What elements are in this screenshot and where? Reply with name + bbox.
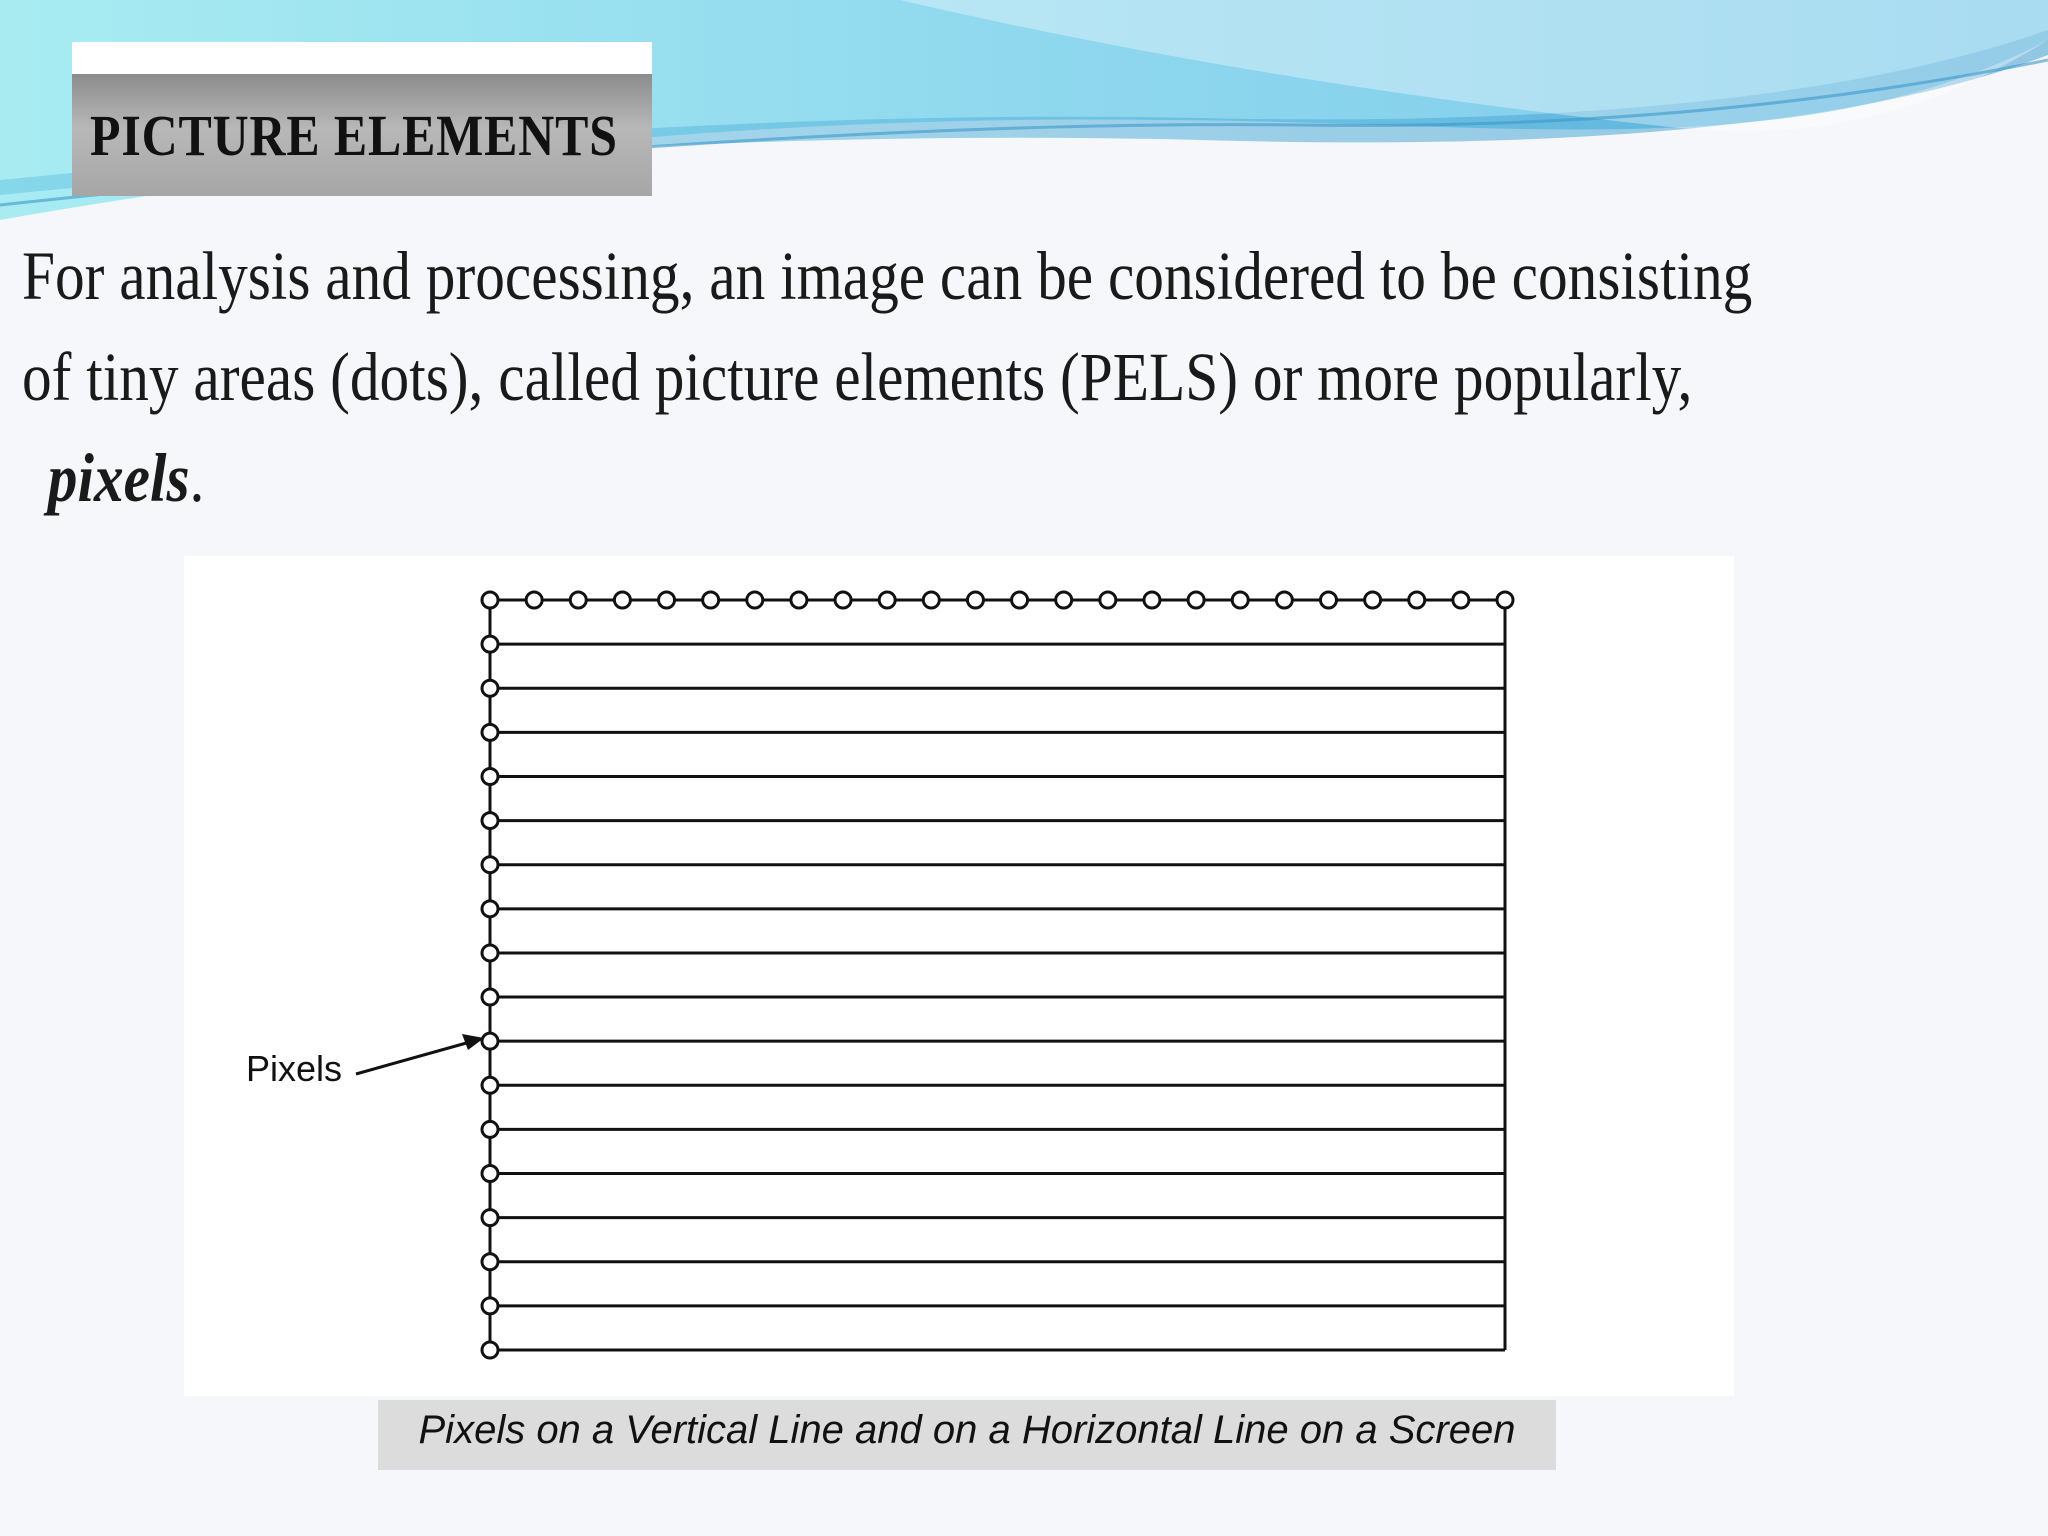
body-line-1: For analysis and processing, an image can be considered to be consisting <box>22 238 1753 314</box>
pixel-dot-horizontal <box>703 592 719 608</box>
pixel-dot-vertical <box>482 813 498 829</box>
pixel-dot-horizontal <box>879 592 895 608</box>
figure-caption: Pixels on a Vertical Line and on a Horizontal Line on a Screen <box>418 1408 1516 1452</box>
pixel-dot-horizontal <box>1056 592 1072 608</box>
pixel-dot-vertical <box>482 1254 498 1270</box>
pixel-dot-vertical <box>482 680 498 696</box>
pixel-dot-vertical <box>482 857 498 873</box>
pixel-dot-vertical <box>482 901 498 917</box>
pixel-dot-horizontal <box>747 592 763 608</box>
pixel-dot-vertical <box>482 636 498 652</box>
pixel-layer <box>482 592 1513 1358</box>
pixel-dot-vertical <box>482 724 498 740</box>
pixel-dot-horizontal <box>1100 592 1116 608</box>
pixel-dot-horizontal <box>1497 592 1513 608</box>
pixel-dot-horizontal <box>570 592 586 608</box>
pixel-dot-horizontal <box>1232 592 1248 608</box>
pixel-pointer-arrow <box>356 1042 470 1074</box>
pixel-dot-vertical <box>482 1121 498 1137</box>
pixel-dot-vertical <box>482 945 498 961</box>
pixel-dot-horizontal <box>967 592 983 608</box>
pixel-dot-vertical <box>482 1298 498 1314</box>
arrow-layer <box>356 1034 484 1074</box>
pixel-dot-horizontal <box>526 592 542 608</box>
pixel-dot-horizontal <box>1276 592 1292 608</box>
pixel-dot-horizontal <box>1144 592 1160 608</box>
pixel-dot-vertical <box>482 1342 498 1358</box>
pixel-dot-vertical <box>482 1166 498 1182</box>
pixel-dot-horizontal <box>1409 592 1425 608</box>
body-line-3-punct: . <box>189 440 205 516</box>
pixel-dot-vertical <box>482 1210 498 1226</box>
pixel-dot-horizontal <box>1012 592 1028 608</box>
slide-title: PICTURE ELEMENTS <box>90 103 618 168</box>
pixel-dot-horizontal <box>659 592 675 608</box>
pixels-term: pixels <box>47 440 190 516</box>
pixel-dot-horizontal <box>482 592 498 608</box>
grid-layer <box>490 600 1505 1350</box>
pixel-dot-horizontal <box>835 592 851 608</box>
pixel-dot-horizontal <box>791 592 807 608</box>
pixel-dot-vertical <box>482 768 498 784</box>
pixel-dot-vertical <box>482 989 498 1005</box>
body-line-2: of tiny areas (dots), called picture elements (PELS) or more popularly, <box>22 339 1693 415</box>
pixel-dot-vertical <box>482 1033 498 1049</box>
pixel-dot-horizontal <box>1320 592 1336 608</box>
pixel-dot-vertical <box>482 1077 498 1093</box>
pixel-dot-horizontal <box>923 592 939 608</box>
pixel-dot-horizontal <box>1453 592 1469 608</box>
pixel-dot-horizontal <box>1188 592 1204 608</box>
pixel-dot-horizontal <box>1365 592 1381 608</box>
pixel-dot-horizontal <box>614 592 630 608</box>
pixels-label: Pixels <box>246 1048 343 1089</box>
